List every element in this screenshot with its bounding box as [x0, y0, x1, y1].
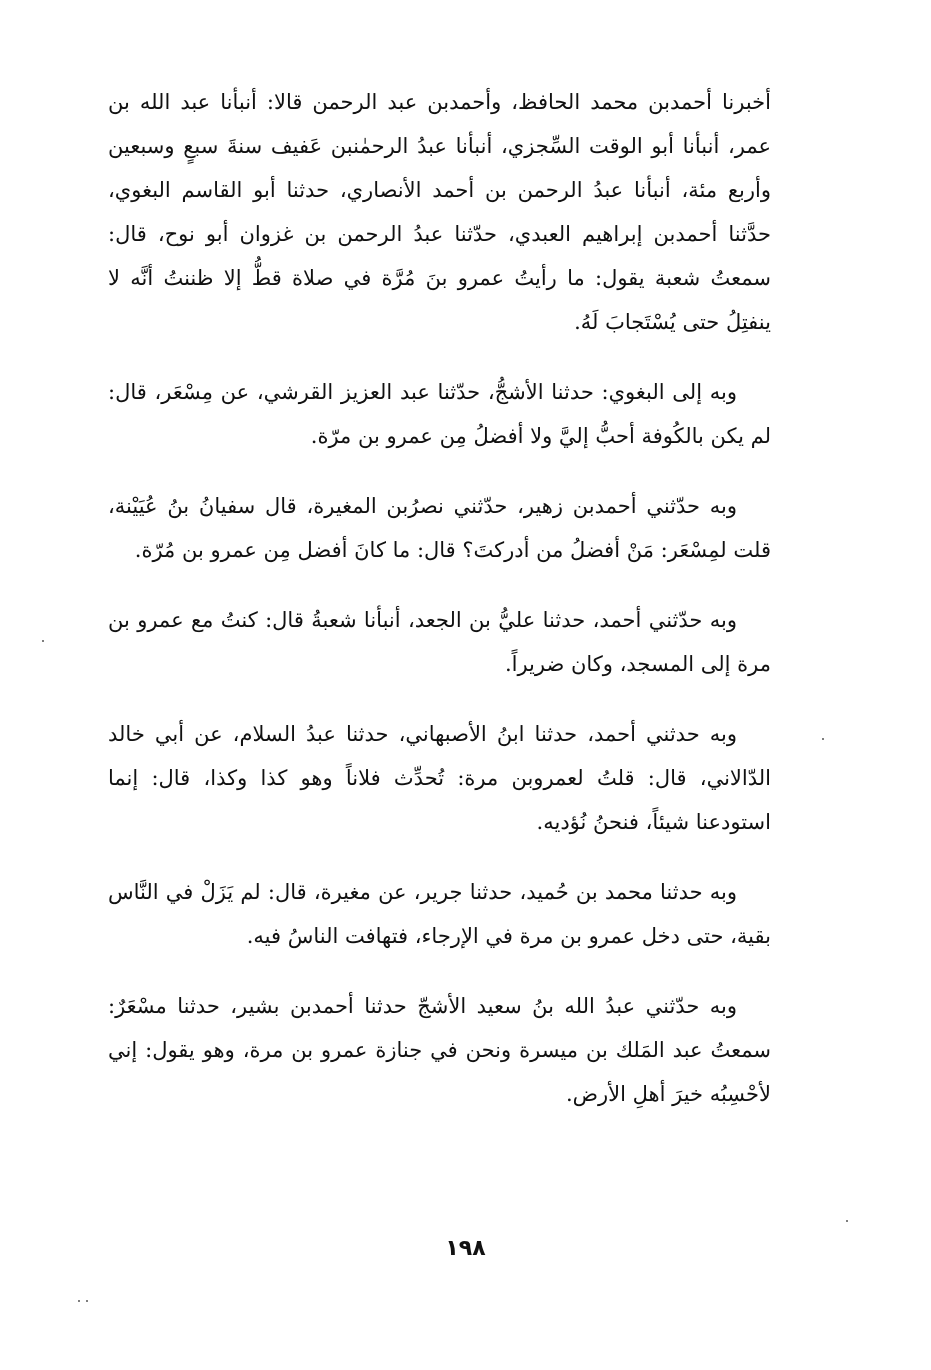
paragraph-5: وبه حدثني أحمد، حدثنا ابنُ الأصبهاني، حدثنا عبدُ السلام، عن أبي خالد الدّالاني، قال: قلتُ لعمروبن مرة: تُحدِّث فلاناً وهو كذا وكذا، قال: إنما استودعنا شيئاً، فنحنُ نُؤديه.: [108, 722, 771, 834]
paragraph-7: وبه حدّثني عبدُ الله بنُ سعيد الأشجّ حدثنا أحمدبن بشير، حدثنا مسْعَرٌ: سمعتُ عبد المَلك بن ميسرة ونحن في جنازة عمرو بن مرة، وهو يقول: إني لأحْسِبُه خيرَ أهلِ الأرض.: [108, 994, 771, 1106]
scan-speck: [846, 1220, 848, 1222]
scan-speck: [42, 640, 44, 642]
page-body: [108, 80, 771, 1116]
paragraph-3: وبه حدّثني أحمدبن زهير، حدّثني نصرُبن المغيرة، قال سفيانُ بنُ عُيَيْنة، قلت لمِسْعَر: مَنْ أفضلُ من أدركتَ؟ قال: ما كانَ أفضل مِن عمرو بن مُرّة.: [108, 494, 771, 562]
paragraph-6: وبه حدثنا محمد بن حُميد، حدثنا جرير، عن مغيرة، قال: لم يَزَلْ في النَّاس بقية، حتى دخل عمرو بن مرة في الإرجاء، فتهافت الناسُ فيه.: [108, 880, 771, 948]
scan-speck: [78, 1300, 80, 1302]
paragraph-1: أخبرنا أحمدبن محمد الحافظ، وأحمدبن عبد الرحمن قالا: أنبأنا عبد الله بن عمر، أنبأنا أبو الوقت السِّجزي، أنبأنا عبدُ الرحمٰنبن عَفيف سنةَ سبعٍ وسبعين وأربع مئة، أنبأنا عبدُ الرحمن بن أحمد الأنصاري، حدثنا أبو القاسم البغوي، حدَّثنا أحمدبن إبراهيم العبدي، حدّثنا عبدُ الرحمن بن غزوان أبو نوح، قال: سمعتُ شعبة يقول: ما رأيتُ عمرو بنَ مُرَّة في صلاة قطُّ إلا ظننتُ أنَّه لا ينفتِلُ حتى يُسْتَجابَ لَهُ.: [108, 90, 771, 334]
scan-speck: [86, 1300, 88, 1302]
paragraph-2: وبه إلى البغوي: حدثنا الأشجُّ، حدّثنا عبد العزيز القرشي، عن مِسْعَر، قال: لم يكن بالكُوفة أحبُّ إليَّ ولا أفضلُ مِن عمرو بن مرّة.: [108, 380, 771, 448]
page-number: ١٩٨: [445, 1236, 486, 1261]
paragraph-4: وبه حدّثني أحمد، حدثنا عليُّ بن الجعد، أنبأنا شعبةُ قال: كنتُ مع عمرو بن مرة إلى المسجد، وكان ضريراً.: [108, 608, 771, 676]
scan-speck: [822, 738, 824, 740]
